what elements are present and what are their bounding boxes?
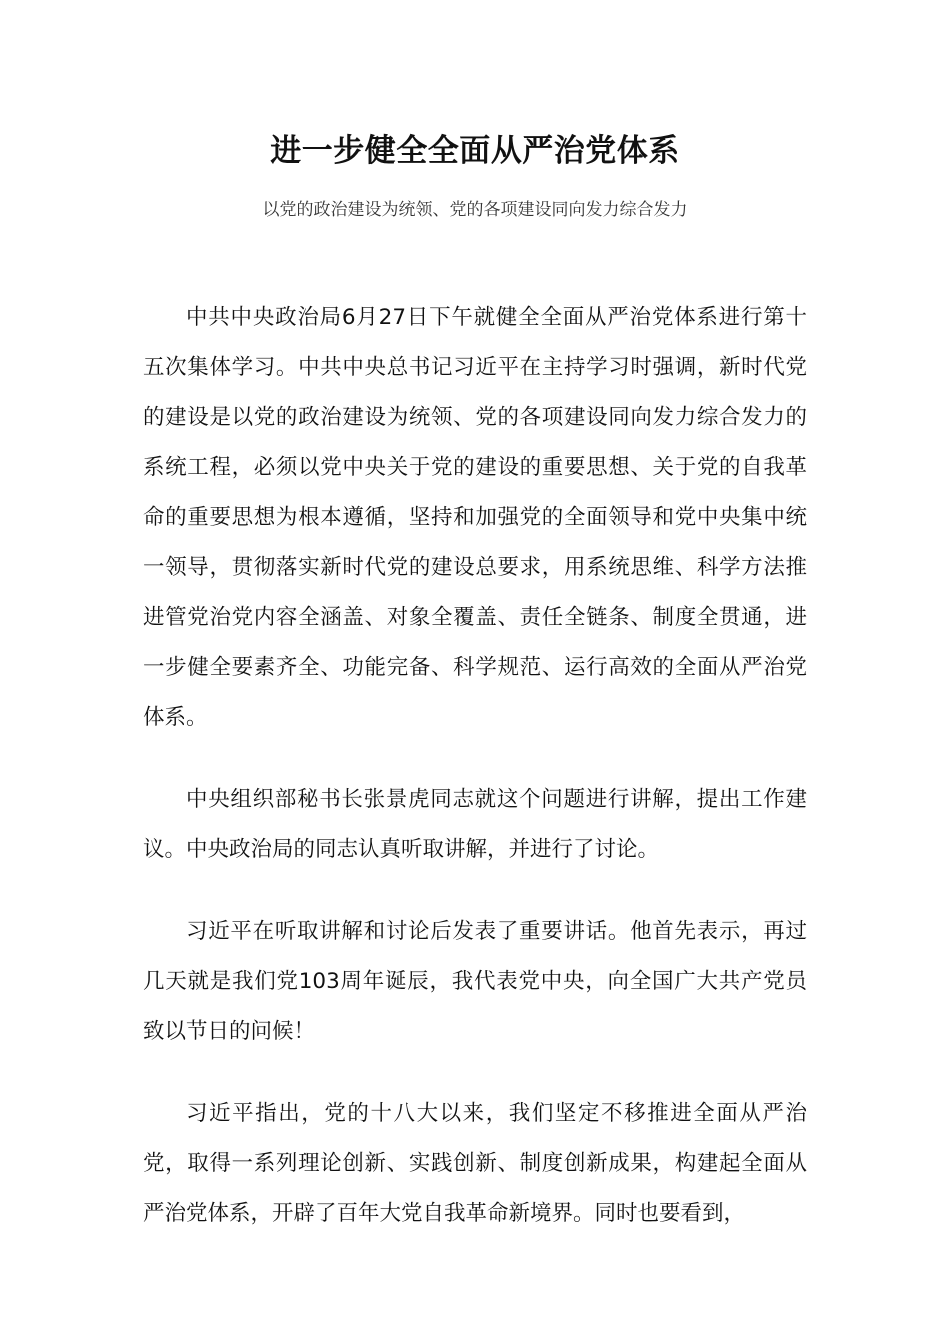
document-title: 进一步健全全面从严治党体系 bbox=[270, 133, 680, 169]
document-subtitle: 以党的政治建设为统领、党的各项建设同向发力综合发力 bbox=[262, 200, 688, 220]
body-paragraph-3: 习近平在听取讲解和讨论后发表了重要讲话。他首先表示，再过几天就是我们党103周年诞辰，我代表党中央，向全国广大共产党员致以节日的问候！ bbox=[143, 919, 807, 1044]
body-paragraph-4: 习近平指出，党的十八大以来，我们坚定不移推进全面从严治党，取得一系列理论创新、实践创新、制度创新成果，构建起全面从严治党体系，开辟了百年大党自我革命新境界。同时也要看到， bbox=[143, 1101, 807, 1226]
body-paragraph-2: 中央组织部秘书长张景虎同志就这个问题进行讲解，提出工作建议。中央政治局的同志认真听取讲解，并进行了讨论。 bbox=[143, 787, 807, 862]
body-paragraph-1: 中共中央政治局6月27日下午就健全全面从严治党体系进行第十五次集体学习。中共中央总书记习近平在主持学习时强调，新时代党的建设是以党的政治建设为统领、党的各项建设同向发力综合发力的系统工程，必须以党中央关于党的建设的重要思想、关于党的自我革命的重要思想为根本遵循，坚持和加强党的全面领导和党中央集中统一领导，贯彻落实新时代党的建设总要求，用系统思维、科学方法推进管党治党内容全涵盖、对象全覆盖、责任全链条、制度全贯通，进一步健全要素齐全、功能完备、科学规范、运行高效的全面从严治党体系。 bbox=[143, 305, 807, 730]
document-body bbox=[143, 293, 807, 1271]
